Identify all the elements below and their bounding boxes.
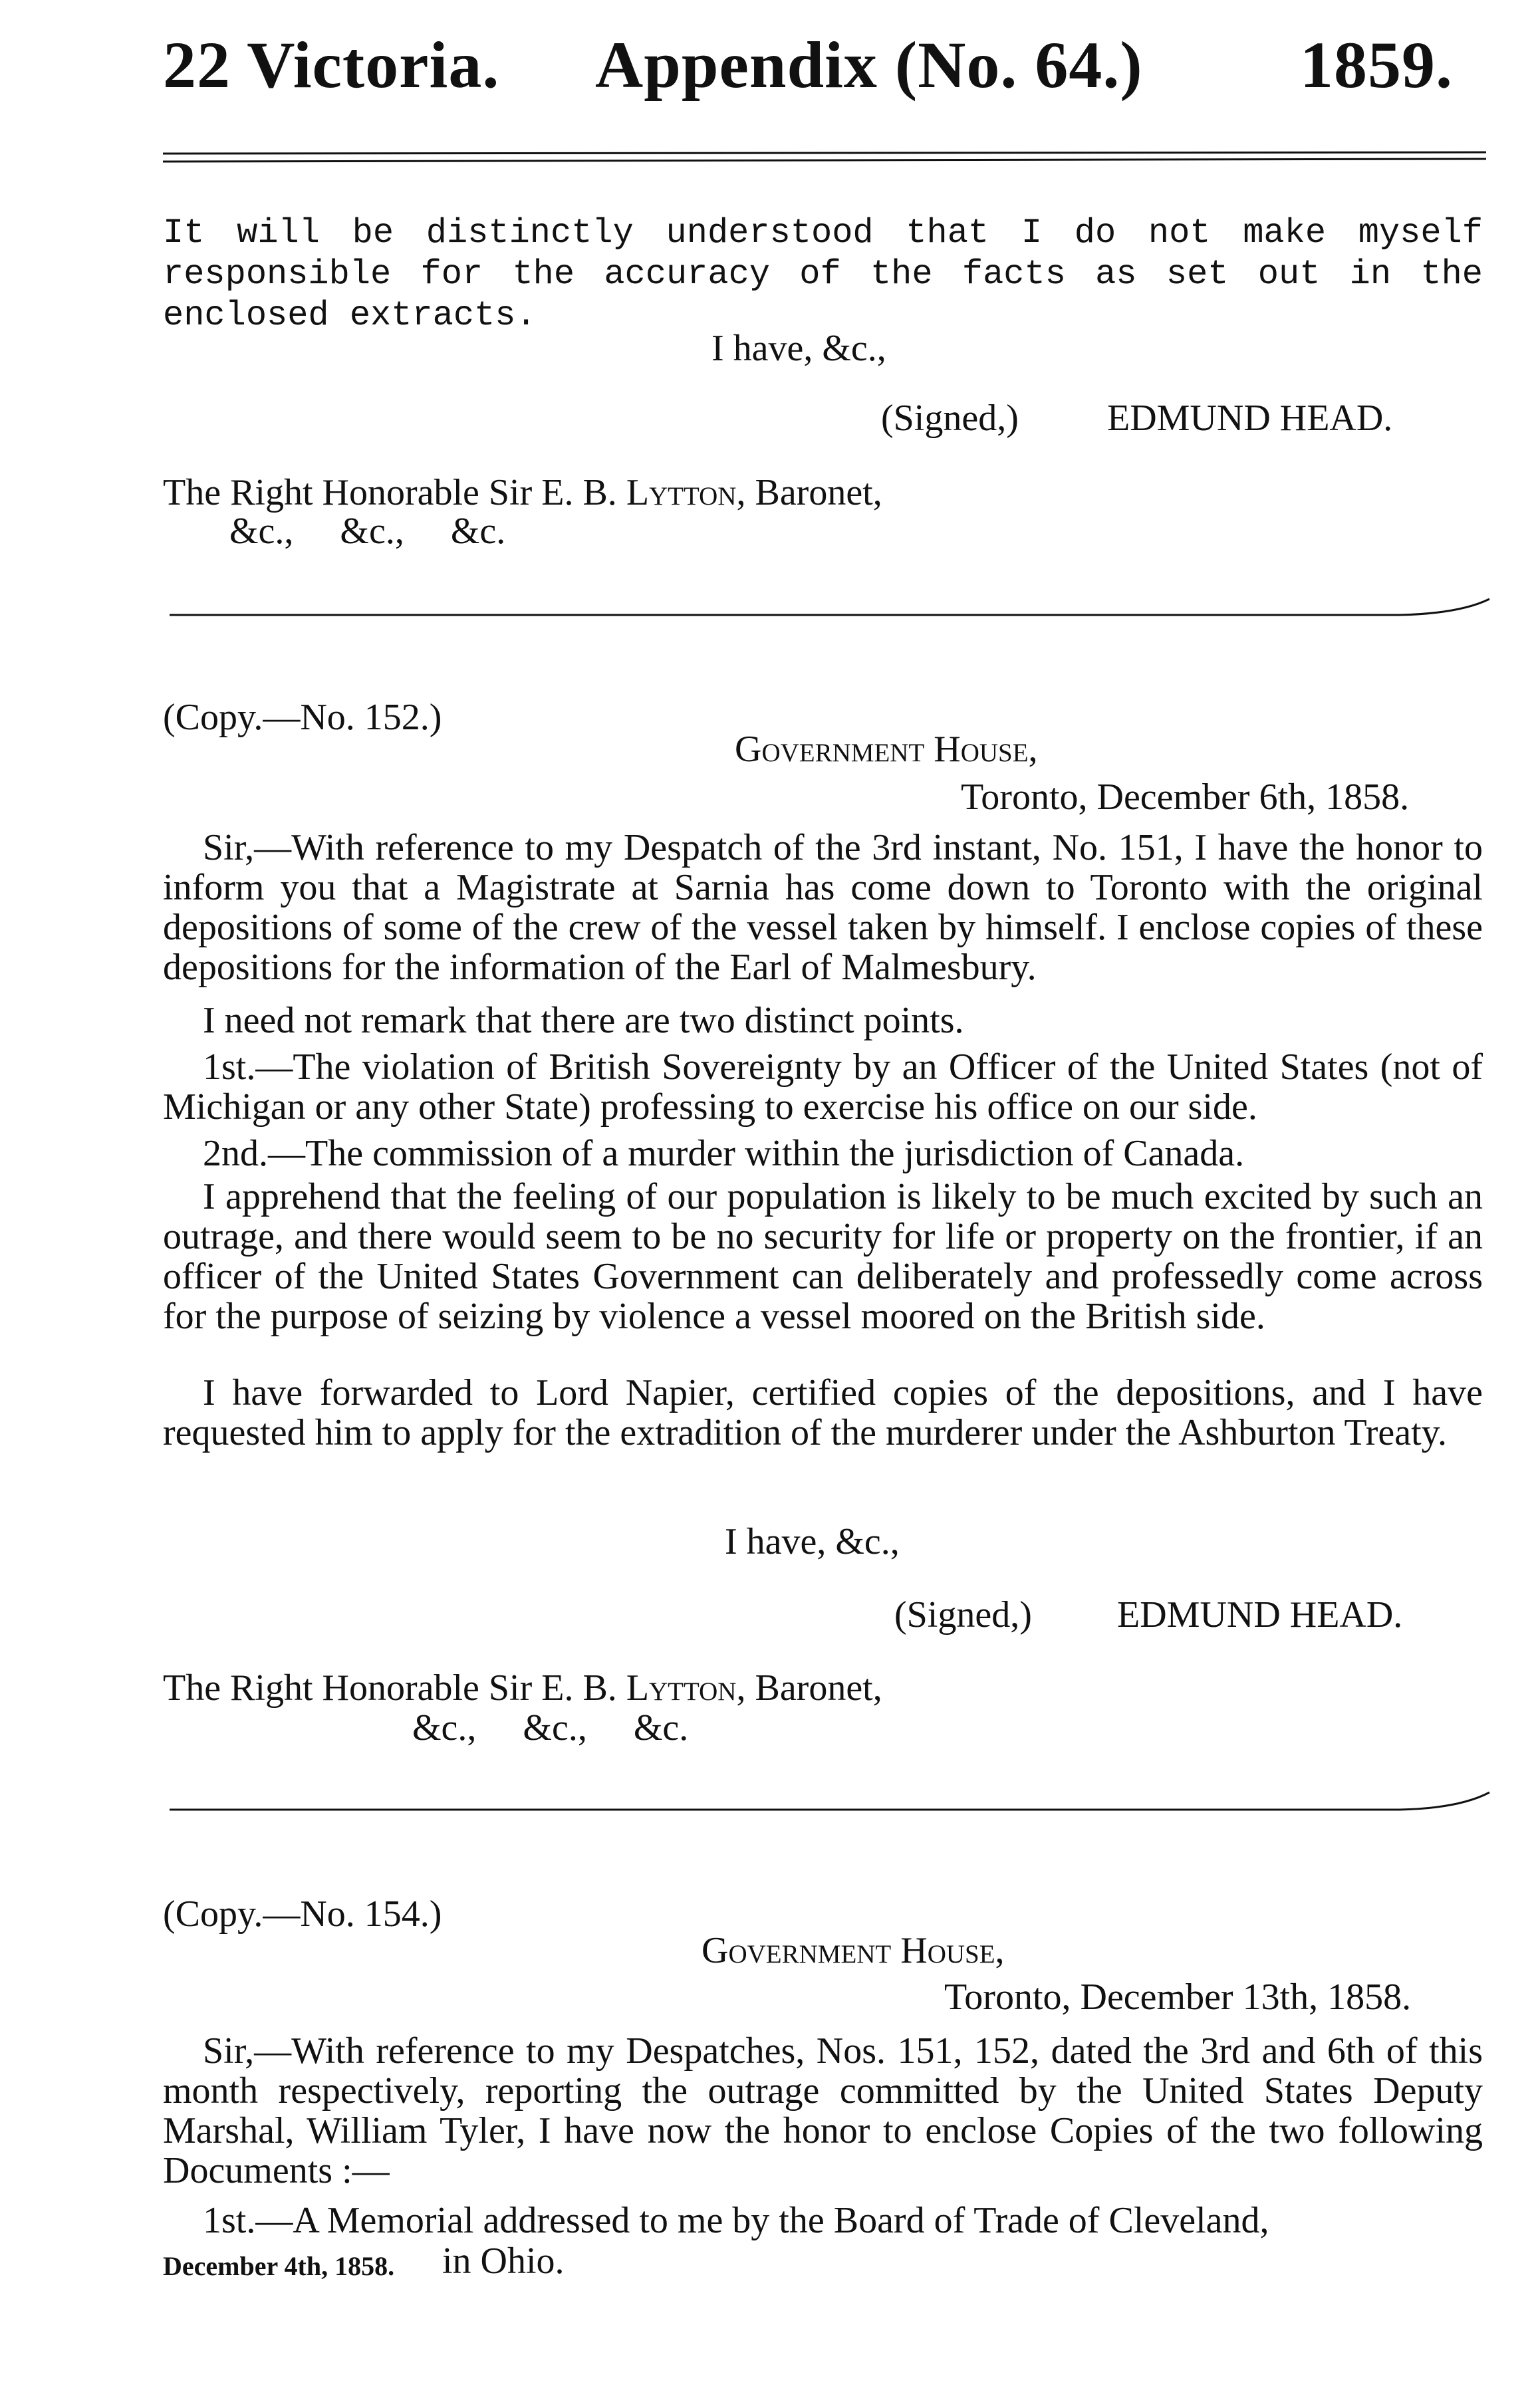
- paragraph-152-6: I have forwarded to Lord Napier, certified copies of the depositions, and I have requested him to apply for the extradition of the murderer under the Ashburton Treaty.: [163, 1372, 1483, 1453]
- addressee-1-suffix: , Baronet,: [736, 472, 882, 513]
- copy-label-152: (Copy.—No. 152.): [163, 697, 442, 738]
- government-house-154: Government House,: [702, 1930, 1005, 1971]
- section-divider-2: [170, 1788, 1499, 1815]
- place-date-152: Toronto, December 6th, 1858.: [961, 777, 1410, 818]
- header-center: Appendix (No. 64.): [595, 28, 1143, 102]
- paragraph-152-5: I apprehend that the feeling of our population is likely to be much excited by such an outrage, and there would seem to be no security for life or property on the frontier, if an officer of the United States Government can deliberately and professedly come across for the purpose of seizing by violence a vessel moored on the British side.: [163, 1176, 1483, 1337]
- addressee-152-prefix: The Right Honorable Sir E. B.: [163, 1667, 626, 1709]
- last-line-tail: in Ohio.: [442, 2240, 565, 2282]
- paragraph-154-2: 1st.—A Memorial addressed to me by the Board of Trade of Cleveland,: [203, 2200, 1269, 2241]
- paragraph-154-1: Sir,—With reference to my Despatches, Nos. 151, 152, dated the 3rd and 6th of this month respectively, reporting the outrage committed by the United States Deputy Marshal, William Tyler, I have now the honor to enclose Copies of the two following Documents :—: [163, 2030, 1483, 2191]
- government-house-152: Government House,: [735, 729, 1038, 770]
- addressee-152: [163, 1669, 882, 1707]
- addressee-1: [163, 473, 882, 512]
- section-divider-1: [170, 595, 1499, 622]
- header-right: 1859.: [1300, 28, 1453, 102]
- signatory-1: EDMUND HEAD.: [1107, 398, 1393, 439]
- addressee-1-name: Lytton: [626, 472, 737, 513]
- paragraph-152-1: Sir,—With reference to my Despatch of the 3rd instant, No. 151, I have the honor to inform you that a Magistrate at Sarnia has come down to Toronto with the original depositions of some of the crew of the vessel taken by himself. I enclose copies of these depositions for the information of the Earl of Malmesbury.: [163, 827, 1483, 988]
- signed-1: (Signed,): [881, 398, 1019, 439]
- closing-1: I have, &c.,: [711, 328, 886, 369]
- paragraph-152-2: I need not remark that there are two distinct points.: [203, 1000, 964, 1041]
- signed-152: (Signed,): [894, 1594, 1032, 1635]
- intro-paragraph: It will be distinctly understood that I do not make myself responsible for the accuracy of the facts as set out in the enclosed extracts.: [163, 213, 1483, 335]
- paragraph-152-3: 1st.—The violation of British Sovereignty by an Officer of the United States (not of Michigan or any other State) professing to exercise his office on our side.: [163, 1046, 1483, 1128]
- addressee-152-etc: &c., &c., &c.: [412, 1707, 689, 1748]
- copy-label-154: (Copy.—No. 154.): [163, 1893, 442, 1935]
- addressee-1-etc: &c., &c., &c.: [229, 511, 506, 552]
- header-double-rule: [163, 150, 1486, 170]
- signatory-152: EDMUND HEAD.: [1117, 1594, 1403, 1635]
- paragraph-152-4: 2nd.—The commission of a murder within the jurisdiction of Canada.: [203, 1133, 1245, 1174]
- margin-date-note: December 4th, 1858.: [163, 2251, 395, 2281]
- addressee-1-prefix: The Right Honorable Sir E. B.: [163, 472, 626, 513]
- addressee-152-suffix: , Baronet,: [736, 1667, 882, 1709]
- place-date-154: Toronto, December 13th, 1858.: [944, 1977, 1412, 2018]
- addressee-152-name: Lytton: [626, 1667, 737, 1709]
- closing-152: I have, &c.,: [725, 1521, 900, 1562]
- header-left: 22 Victoria.: [163, 28, 500, 102]
